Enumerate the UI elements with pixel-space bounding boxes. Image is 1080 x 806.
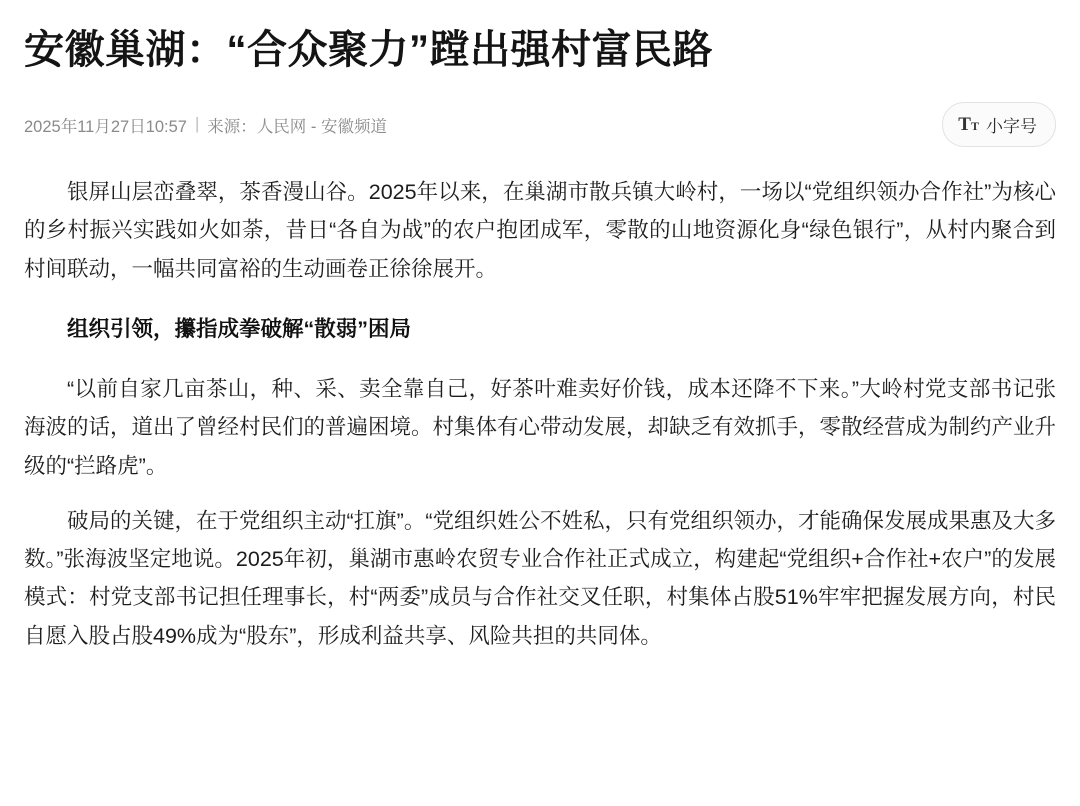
text-size-icon-big: T [958,114,971,135]
meta-separator: | [194,115,200,133]
page-title: 安徽巢湖：“合众聚力”蹚出强村富民路 [24,28,713,72]
text-size-icon-small: T [970,119,979,133]
article-paragraph: “以前自家几亩茶山，种、采、卖全靠自己，好茶叶难卖好价钱，成本还降不下来。”大岭村党支部书记张海波的话，道出了曾经村民们的普遍困境。村集体有心带动发展，却缺乏有效抓手，零散经营成为制约产业升级的“拦路虎”。 [24,377,1057,478]
publish-datetime: 2025年11月27日10:57 [24,117,187,136]
article-meta [24,113,387,137]
article-meta-row [24,102,1056,147]
article-paragraph: 破局的关键，在于党组织主动“扛旗”。“党组织姓公不姓私，只有党组织领办，才能确保发展成果惠及大多数。”张海波坚定地说。2025年初，巢湖市惠岭农贸专业合作社正式成立，构建起“党组织+合作社+农户”的发展模式：村党支部书记担任理事长，村“两委”成员与合作社交叉任职，村集体占股51%牢牢把握发展方向，村民自愿入股占股49%成为“股东”，形成利益共享、风险共担的共同体。 [24,508,1056,648]
article-paragraph: 银屏山层峦叠翠，茶香漫山谷。2025年以来，在巢湖市散兵镇大岭村，一场以“党组织领办合作社”为核心的乡村振兴实践如火如荼，昔日“各自为战”的农户抱团成军，零散的山地资源化身“绿色银行”，从村内聚合到村间联动，一幅共同富裕的生动画卷正徐徐展开。 [24,180,1056,281]
source-label: 来源： [207,117,257,136]
font-size-button[interactable] [942,102,1056,147]
article-body [24,173,1056,655]
section-subheading: 组织引领，攥指成拳破解“散弱”困局 [67,316,412,341]
source-value: 人民网 - 安徽频道 [256,117,387,136]
font-size-label: 小字号 [986,117,1037,136]
text-size-icon [958,115,979,134]
